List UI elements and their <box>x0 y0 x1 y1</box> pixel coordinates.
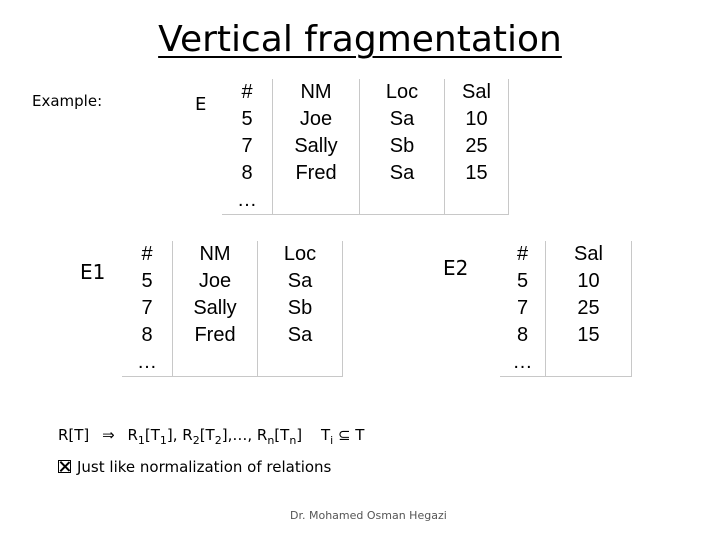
table-cell: … <box>500 349 546 377</box>
table-row <box>500 295 632 322</box>
table-cell: 10 <box>445 106 509 133</box>
table-cell <box>546 349 632 377</box>
table-cell: 8 <box>516 324 529 346</box>
table-edge <box>632 349 633 377</box>
column-header: Loc <box>258 241 343 268</box>
table-cell: Sa <box>360 160 445 187</box>
table-row <box>222 160 509 187</box>
table-row <box>122 322 343 349</box>
column-header: # <box>516 243 529 265</box>
column-header: NM <box>173 241 258 268</box>
table-cell <box>173 349 258 377</box>
table-edge <box>509 79 510 106</box>
table-cell: Fred <box>273 160 360 187</box>
table-cell <box>273 187 360 215</box>
table-row <box>222 133 509 160</box>
table-cell: … <box>122 349 173 377</box>
table-row <box>500 322 632 349</box>
example-label: Example: <box>32 92 103 110</box>
table-edge <box>509 187 510 215</box>
formula-lhs: R[T] <box>58 426 90 444</box>
header-row <box>122 241 343 268</box>
table-edge <box>632 241 633 268</box>
table-row <box>122 295 343 322</box>
table-edge <box>632 322 633 349</box>
table-row <box>122 268 343 295</box>
author-credit: Dr. Mohamed Osman Hegazi <box>290 509 447 522</box>
column-header: # <box>141 243 153 265</box>
checkbox-icon <box>58 460 71 473</box>
decomposition-formula <box>58 426 364 447</box>
table-edge <box>509 160 510 187</box>
relation-e2-table <box>500 241 632 377</box>
table-cell: 25 <box>445 133 509 160</box>
table-cell: 5 <box>241 108 253 130</box>
table-cell: 7 <box>516 297 529 319</box>
table-cell: 5 <box>516 270 529 292</box>
table-edge <box>343 241 344 268</box>
table-cell: 25 <box>546 295 632 322</box>
bullet-item <box>58 458 331 476</box>
relation-e1-name: E1 <box>80 260 106 284</box>
relation-e1-table <box>122 241 343 377</box>
slide-title: Vertical fragmentation <box>158 19 562 60</box>
table-cell: 15 <box>546 322 632 349</box>
header-row <box>500 241 632 268</box>
column-header: Sal <box>445 79 509 106</box>
table-row <box>500 349 632 377</box>
table-edge <box>343 322 344 349</box>
table-cell: Sa <box>258 322 343 349</box>
table-row <box>500 268 632 295</box>
table-edge <box>509 106 510 133</box>
table-row <box>122 349 343 377</box>
table-cell: 7 <box>141 297 153 319</box>
table-edge <box>343 268 344 295</box>
formula-condition: $T_i$ ⊆ T <box>320 426 365 447</box>
table-row <box>222 187 509 215</box>
table-edge <box>343 295 344 322</box>
relation-e-name: E <box>195 94 207 115</box>
relation-e2-name: E2 <box>443 256 469 280</box>
bullet-text: Just like normalization of relations <box>77 458 332 476</box>
table-cell: Sally <box>173 295 258 322</box>
table-edge <box>632 268 633 295</box>
table-cell <box>360 187 445 215</box>
table-cell: Sb <box>360 133 445 160</box>
header-row <box>222 79 509 106</box>
table-cell: Joe <box>173 268 258 295</box>
table-cell: Sally <box>273 133 360 160</box>
table-edge <box>343 349 344 377</box>
table-cell: Sa <box>258 268 343 295</box>
table-cell: Sa <box>360 106 445 133</box>
column-header: # <box>241 81 253 103</box>
relation-e-table <box>222 79 509 215</box>
table-row <box>222 106 509 133</box>
table-cell <box>258 349 343 377</box>
table-cell: Joe <box>273 106 360 133</box>
table-cell: … <box>222 187 273 215</box>
table-cell: 15 <box>445 160 509 187</box>
column-header: NM <box>273 79 360 106</box>
table-cell <box>445 187 509 215</box>
table-cell: 7 <box>241 135 253 157</box>
table-cell: 8 <box>241 162 253 184</box>
column-header: Loc <box>360 79 445 106</box>
table-cell: 5 <box>141 270 153 292</box>
table-cell: Sb <box>258 295 343 322</box>
column-header: Sal <box>546 241 632 268</box>
table-edge <box>509 133 510 160</box>
formula-arrow: ⇒ <box>102 426 115 444</box>
table-cell: 10 <box>546 268 632 295</box>
table-cell: Fred <box>173 322 258 349</box>
table-edge <box>632 295 633 322</box>
table-cell: 8 <box>141 324 153 346</box>
formula-fragments: $R_1[T_1]$, $R_2[T_2],\dots$, $R_n[T_n]$ <box>127 426 303 447</box>
